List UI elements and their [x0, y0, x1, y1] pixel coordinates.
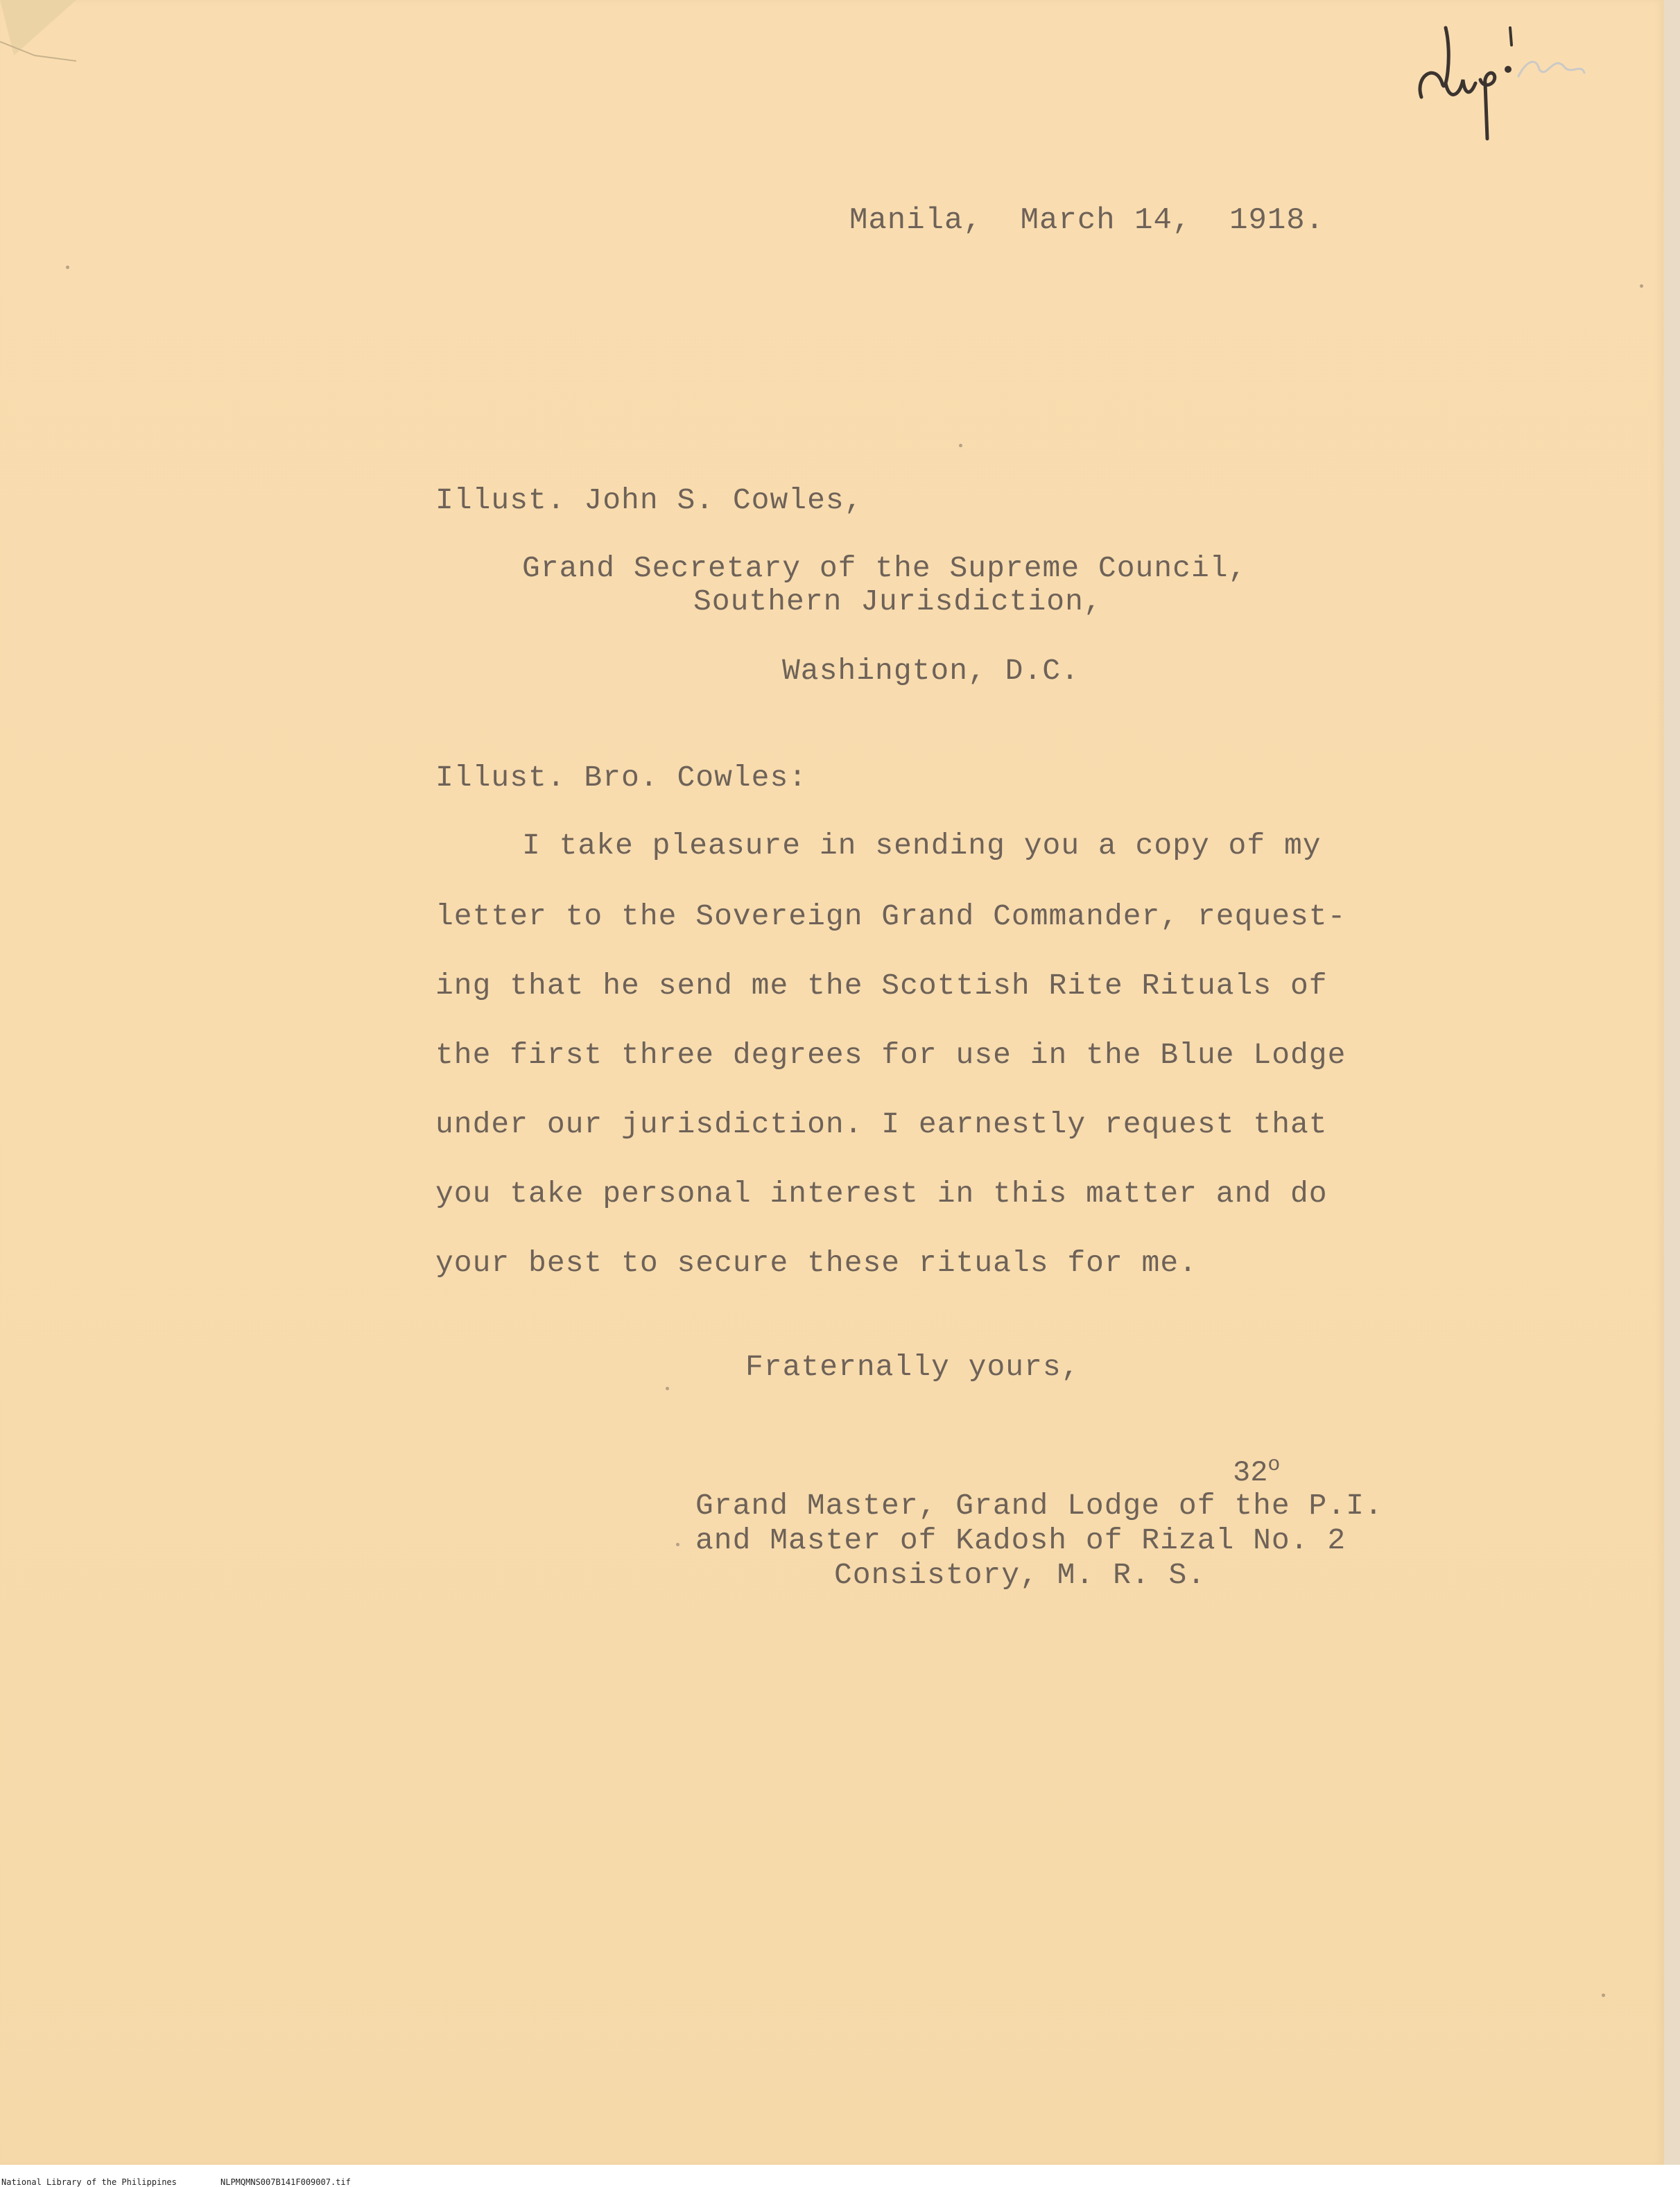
paper-speck: [1602, 1994, 1605, 1997]
signature-line-2: and Master of Kadosh of Rizal No. 2: [695, 1523, 1346, 1557]
recipient-name: Illust. John S. Cowles,: [435, 483, 863, 517]
degree-symbol: o: [1267, 1453, 1281, 1477]
body-line: your best to secure these rituals for me.: [435, 1246, 1197, 1280]
recipient-title: Grand Secretary of the Supreme Council,: [522, 551, 1247, 585]
salutation: Illust. Bro. Cowles:: [435, 761, 808, 795]
body-line: you take personal interest in this matter and do: [435, 1177, 1328, 1211]
body-line: I take pleasure in sending you a copy of my: [522, 829, 1322, 863]
signature-line-1: Grand Master, Grand Lodge of the P.I.: [695, 1489, 1383, 1523]
recipient-jurisdiction: Southern Jurisdiction,: [693, 585, 1102, 619]
paper-speck: [66, 266, 69, 269]
paper-speck: [1640, 284, 1643, 288]
paper-speck: [676, 1543, 679, 1546]
paper-speck: [666, 1387, 669, 1390]
signature-line-3: Consistory, M. R. S.: [834, 1558, 1206, 1592]
dateline: Manila, March 14, 1918.: [849, 203, 1325, 238]
footer-institution: National Library of the Philippines: [1, 2177, 177, 2187]
footer-file-id: NLPMQMNS007B141F009007.tif: [220, 2177, 351, 2187]
body-line: ing that he send me the Scottish Rite Rituals of: [435, 969, 1328, 1003]
paper-speck: [959, 444, 962, 447]
body-line: the first three degrees for use in the Blue Lodge: [435, 1038, 1346, 1072]
recipient-city: Washington, D.C.: [782, 654, 1080, 688]
body-line: letter to the Sovereign Grand Commander, request-: [435, 899, 1346, 933]
page-edge: [1664, 0, 1680, 2165]
body-line: under our jurisdiction. I earnestly request that: [435, 1107, 1328, 1141]
handwritten-dup-annotation: [1414, 14, 1595, 153]
folded-corner: [0, 0, 76, 69]
degree-value: 32: [1233, 1456, 1268, 1489]
closing: Fraternally yours,: [745, 1350, 1080, 1384]
degree-number: [1233, 1455, 1280, 1487]
